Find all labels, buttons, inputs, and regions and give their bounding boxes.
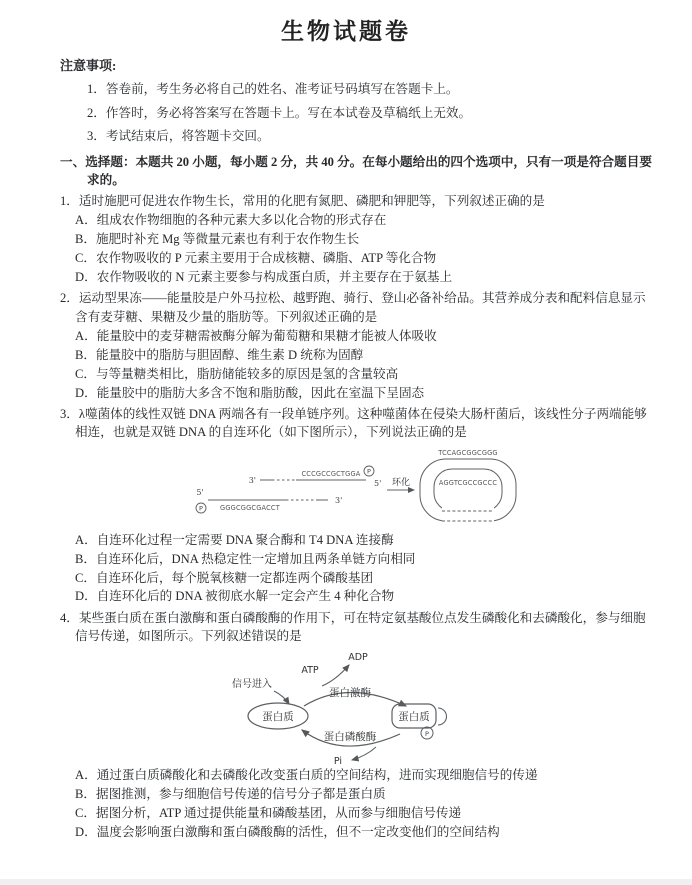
signal-in-label: 信号进入 bbox=[232, 678, 272, 690]
question-1-option-b: B．施肥时补充 Mg 等微量元素也有利于农作物生长 bbox=[75, 232, 360, 247]
dna-linear-bottom-strand bbox=[196, 488, 342, 513]
pi-arrow bbox=[352, 747, 376, 760]
question-2-option-b: B．能量胶中的脂肪与胆固醇、维生素 D 统称为固醇 bbox=[75, 347, 364, 362]
page-title: 生物试题卷 bbox=[281, 18, 411, 44]
circle-inner-sequence: AGGTCGCCGCCC bbox=[438, 478, 498, 487]
pi-label: Pi bbox=[333, 755, 343, 766]
question-1-option-a: A．组成农作物细胞的各种元素大多以化合物的形式存在 bbox=[75, 213, 387, 228]
bottom-5prime-label: 5' bbox=[196, 487, 204, 497]
svg-text:P: P bbox=[367, 467, 371, 476]
protein-left-label: 蛋白质 bbox=[262, 711, 294, 723]
notice-item-2: 2．作答时，务必将答案写在答题卡上。写在本试卷及草稿纸上无效。 bbox=[87, 105, 472, 120]
question-3-option-a: A．自连环化过程一定需要 DNA 聚合酶和 T4 DNA 连接酶 bbox=[75, 532, 394, 547]
dna-circularization-figure bbox=[188, 444, 524, 530]
question-1-option-d: D．农作物吸收的 N 元素主要参与构成蛋白质，并主要存在于氨基上 bbox=[75, 270, 453, 285]
question-2 bbox=[60, 289, 654, 401]
circle-outer-sequence: TCCAGCGGCGGG bbox=[438, 448, 498, 457]
dna-linear-top-strand bbox=[249, 466, 382, 488]
bottom-3prime-label: 3' bbox=[335, 495, 343, 505]
question-3-option-b: B．自连环化后，DNA 热稳定性一定增加且两条单链方向相同 bbox=[75, 551, 416, 566]
question-2-stem: 2．运动型果冻——能量胶是户外马拉松、越野跑、骑行、登山必备补给品。其营养成分表和配料信息显示含有麦芽糖、果糖及少量的脂肪等。下列叙述正确的是 bbox=[60, 291, 646, 324]
top-3prime-label: 3' bbox=[248, 475, 256, 485]
question-1-option-c: C．农作物吸收的 P 元素主要用于合成核糖、磷脂、ATP 等化合物 bbox=[75, 251, 437, 266]
question-3 bbox=[60, 405, 654, 606]
notice-heading: 注意事项: bbox=[60, 58, 117, 73]
notice-item-3: 3．考试结束后，将答题卡交回。 bbox=[87, 129, 270, 144]
page-content bbox=[0, 46, 692, 841]
kinase-label: 蛋白激酶 bbox=[329, 687, 371, 699]
notice-item-1: 1．答卷前，考生务必将自己的姓名、准考证号码填写在答题卡上。 bbox=[87, 82, 459, 97]
question-3-option-c: C．自连环化后，每个脱氧核糖一定都连两个磷酸基团 bbox=[75, 570, 374, 585]
question-3-option-d: D．自连环化后的 DNA 被彻底水解一定会产生 4 种化合物 bbox=[75, 589, 395, 604]
atp-label: ATP bbox=[301, 664, 319, 676]
protein-phosphorylation-figure bbox=[230, 646, 474, 766]
section-heading: 一、选择题：本题共 20 小题，每小题 2 分，共 40 分。在每小题给出的四个选项中，只有一项是符合题目要求的。 bbox=[60, 154, 652, 188]
question-4-option-d: D．温度会影响蛋白激酶和蛋白磷酸酶的活性，但不一定改变他们的空间结构 bbox=[75, 824, 500, 839]
circular-inner-strand bbox=[434, 469, 502, 511]
question-3-stem: 3．λ噬菌体的线性双链 DNA 两端各有一段单链序列。这种噬菌体在侵染大肠杆菌后，该线性分子两端能够相连，也就是双链 DNA 的自连环化（如下图所示），下列说法正确的是 bbox=[60, 406, 647, 440]
bottom-strand-sequence: GGGCGGCGACCT bbox=[220, 503, 280, 512]
question-2-option-d: D．能量胶中的脂肪大多含不饱和脂肪酸，因此在室温下呈固态 bbox=[75, 385, 425, 400]
question-4-stem: 4．某些蛋白质在蛋白激酶和蛋白磷酸酶的作用下，可在特定氨基酸位点发生磷酸化和去磷酸化，参与细胞信号传递，如图所示。下列叙述错误的是 bbox=[60, 610, 646, 644]
question-2-option-a: A．能量胶中的麦芽糖需被酶分解为葡萄糖和果糖才能被人体吸收 bbox=[75, 328, 437, 343]
circularization-arrow bbox=[387, 476, 414, 490]
question-2-option-c: C．与等量糖类相比，脂肪储能较多的原因是氢的含量较高 bbox=[75, 366, 399, 381]
phosphatase-label: 蛋白磷酸酶 bbox=[323, 731, 377, 743]
question-4-option-b: B．据图推测，参与细胞信号传递的信号分子都是蛋白质 bbox=[75, 787, 386, 802]
svg-text:P: P bbox=[425, 729, 429, 738]
signal-arrow bbox=[274, 691, 289, 704]
svg-text:P: P bbox=[199, 504, 203, 513]
dna-circular-product bbox=[420, 449, 516, 524]
question-4-option-c: C．据图分析，ATP 通过提供能量和磷酸基团，从而参与细胞信号传递 bbox=[75, 805, 462, 820]
page-bottom-strip bbox=[0, 879, 692, 885]
top-strand-sequence: CCCGCCGCTGGA bbox=[301, 469, 361, 478]
question-4-option-a: A．通过蛋白质磷酸化和去磷酸化改变蛋白质的空间结构，进而实现细胞信号的传递 bbox=[75, 768, 538, 783]
atp-adp-arrow bbox=[322, 665, 349, 686]
question-1-stem: 1．适时施肥可促进农作物生长，常用的化肥有氮肥、磷肥和钾肥等，下列叙述正确的是 bbox=[60, 194, 545, 209]
protein-right-label: 蛋白质 bbox=[398, 711, 430, 723]
circularization-arrow-label: 环化 bbox=[391, 476, 411, 487]
protein-right-notch bbox=[438, 708, 447, 725]
question-4 bbox=[60, 609, 654, 841]
top-5prime-label: 5' bbox=[374, 478, 382, 488]
adp-label: ADP bbox=[348, 651, 368, 663]
question-1 bbox=[60, 192, 654, 286]
